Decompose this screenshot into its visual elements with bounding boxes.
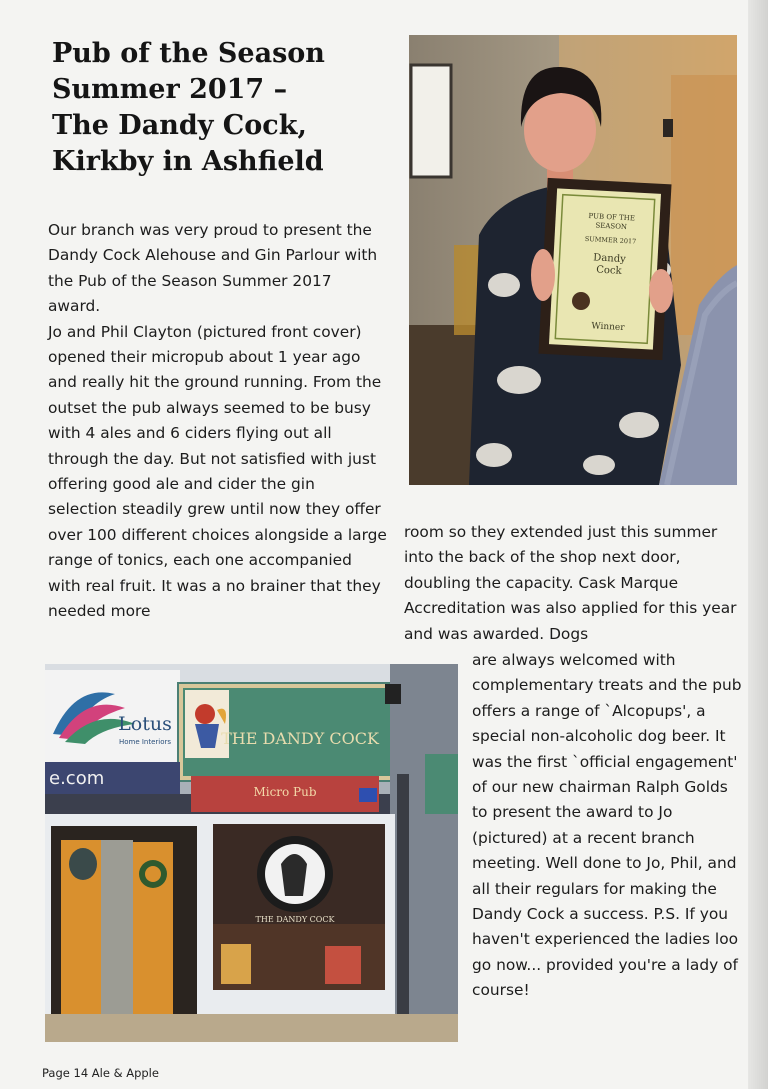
certificate-line: PUB OF THE bbox=[588, 212, 636, 223]
certificate-line: Dandy bbox=[593, 252, 627, 266]
title-line: Summer 2017 – bbox=[52, 74, 288, 105]
award-photo bbox=[409, 35, 737, 485]
article-column-left bbox=[48, 218, 388, 625]
title-line: Kirkby in Ashfield bbox=[52, 146, 324, 177]
certificate-line: SEASON bbox=[595, 221, 628, 232]
article-paragraph: Our branch was very proud to present the Dandy Cock Alehouse and Gin Parlour with the Pub of the Season Summer 2017 award. bbox=[48, 221, 378, 316]
shopfront-photo bbox=[45, 664, 458, 1042]
shopfront-illustration bbox=[45, 664, 458, 1042]
certificate-line: SUMMER 2017 bbox=[584, 234, 637, 246]
wall-frame bbox=[411, 65, 451, 177]
award-photo-illustration bbox=[409, 35, 737, 485]
certificate-line: Winner bbox=[591, 321, 625, 334]
pub-sign-text: THE DANDY COCK bbox=[221, 729, 379, 748]
article-paragraph: Jo and Phil Clayton (pictured front cover) opened their micropub about 1 year ago and really hit the ground running. From the outset the pub always seemed to be busy with 4 ales and 6 ciders flying out all through the day. But not satisfied with just offering good ale and cider the gin selection steadily grew until now they offer over 100 different choices alongside a large range of tonics, each one accompanied with real fruit. It was a no brainer that they needed more bbox=[48, 322, 387, 621]
page-footer: Page 14 Ale & Apple bbox=[42, 1066, 159, 1080]
title-line: The Dandy Cock, bbox=[52, 110, 307, 141]
micro-pub-text: Micro Pub bbox=[253, 785, 317, 799]
article-column-right-bottom: are always welcomed with complementary treats and the pub offers a range of `Alcopups', a special non-alcoholic dog beer. It was the first `official engagement' of our new chairman Ralph Golds to present the award to Jo (pictured) at a recent branch meeting. Well done to Jo, Phil, and all their regulars for making the Dandy Cock a success. P.S. If you haven't experienced the ladies loo go now... provided you're a lady of course! bbox=[472, 651, 742, 1000]
article-title bbox=[52, 36, 382, 180]
lotus-name: Lotus bbox=[118, 713, 172, 735]
rooster-icon bbox=[195, 704, 215, 724]
window-logo-text: THE DANDY COCK bbox=[255, 915, 335, 924]
lotus-subtitle: Home Interiors bbox=[118, 738, 172, 746]
title-line: Pub of the Season bbox=[52, 38, 325, 69]
certificate-line: Cock bbox=[595, 264, 622, 277]
web-address-fragment: e.com bbox=[49, 768, 105, 789]
article-column-right-top: room so they extended just this summer into the back of the shop next door, doubling the capacity. Cask Marque Accreditation was also applied for this year and was awarded. Dogs bbox=[404, 523, 737, 643]
page-edge bbox=[748, 0, 768, 1089]
certificate-seal bbox=[572, 292, 590, 310]
